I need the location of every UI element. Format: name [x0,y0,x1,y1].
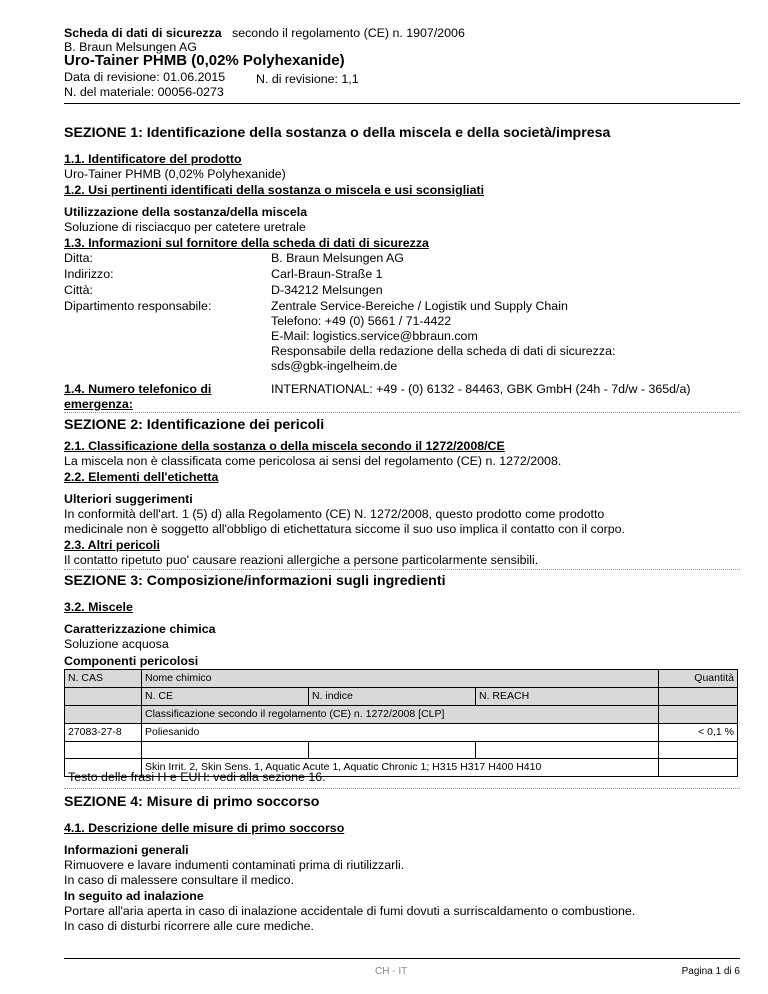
product-name: Uro-Tainer PHMB (0,02% Polyhexanide) [64,52,345,69]
empty-cell [65,742,142,759]
footer-rule [64,958,740,959]
heading-1-3: 1.3. Informazioni sul fornitore della scheda di dati di sicurezza [64,236,429,250]
suggestions-line-1: In conformità dell'art. 1 (5) d) alla Regolamento (CE) N. 1272/2008, questo prodotto come prodotto [64,507,605,521]
suggestions-line-2: medicinale non è soggetto all'obbligo di etichettatura siccome il suo uso implica il contatto con il corpo. [64,522,625,536]
divider-1 [64,412,740,413]
inhalation-line-1: Portare all'aria aperta in caso di inalazione accidentale di fumi dovuti a surriscaldamento o combustione. [64,904,636,918]
empty-cell [659,706,738,724]
empty-cell [476,742,659,759]
section-2-title: SEZIONE 2: Identificazione dei pericoli [64,417,325,433]
quantity: < 0,1 % [659,724,738,742]
empty-cell [659,742,738,759]
company-name: B. Braun Melsungen AG [64,40,197,54]
city-label: Città: [64,283,93,297]
col-index-number: N. indice [309,688,476,706]
heading-1-4-line2: emergenza: [64,397,133,411]
heading-1-1: 1.1. Identificatore del prodotto [64,152,242,166]
chemical-char-text: Soluzione acquosa [64,637,169,651]
city-value: D-34212 Melsungen [271,283,383,297]
h-phrases-note: Testo delle frasi H e EUH: vedi alla sezione 16. [68,770,326,784]
header-rule [64,103,740,104]
page-number: Pagina 1 di 6 [681,966,740,977]
col-reach-number: N. REACH [476,688,659,706]
product-identifier: Uro-Tainer PHMB (0,02% Polyhexanide) [64,167,286,181]
regulation: secondo il regolamento (CE) n. 1907/2006 [232,26,465,40]
doc-type: Scheda di dati di sicurezza [64,26,222,40]
inhalation-label: In seguito ad inalazione [64,889,204,903]
revision-date: Data di revisione: 01.06.2015 [64,70,226,84]
hazardous-components-label: Componenti pericolosi [64,654,199,668]
address-label: Indirizzo: [64,267,114,281]
material-number: N. del materiale: 00056-0273 [64,85,224,99]
use-text: Soluzione di risciacquo per catetere uretrale [64,220,306,234]
supplier-label: Ditta: [64,251,93,265]
divider-2 [64,569,740,570]
heading-2-2: 2.2. Elementi dell'etichetta [64,470,219,484]
table-row [65,724,738,742]
table-row [65,742,738,759]
heading-2-1: 2.1. Classificazione della sostanza o della miscela secondo il 1272/2008/CE [64,439,505,453]
classification-value: Skin Irrit. 2, Skin Sens. 1, Aquatic Acute 1, Aquatic Chronic 1; H315 H317 H400 H410 [142,759,659,777]
table-header-row-1 [65,670,738,688]
use-label: Utilizzazione della sostanza/della miscela [64,205,308,219]
heading-1-2: 1.2. Usi pertinenti identificati della sostanza o miscela e usi sconsigliati [64,183,485,197]
heading-4-1: 4.1. Descrizione delle misure di primo soccorso [64,821,345,835]
section-1-title: SEZIONE 1: Identificazione della sostanza o della miscela e della società/impresa [64,125,611,141]
classification-text: La miscela non è classificata come pericolosa ai sensi del regolamento (CE) n. 1272/2008. [64,454,562,468]
section-4-title: SEZIONE 4: Misure di primo soccorso [64,794,320,810]
general-info-line-2: In caso di malessere consultare il medico. [64,873,295,887]
general-info-label: Informazioni generali [64,843,189,857]
dept-sds-email: sds@gbk-ingelheim.de [271,359,398,373]
col-cas: N. CAS [65,670,142,688]
other-hazards-text: Il contatto ripetuto puo' causare reazioni allergiche a persone particolarmente sensibili. [64,553,539,567]
dept-phone: Telefono: +49 (0) 5661 / 71-4422 [271,314,452,328]
suggestions-label: Ulteriori suggerimenti [64,492,193,506]
empty-cell [65,706,142,724]
section-3-title: SEZIONE 3: Composizione/informazioni sugli ingredienti [64,573,446,589]
dept-responsible: Responsabile della redazione della scheda di dati di sicurezza: [271,344,616,358]
address-value: Carl-Braun-Straße 1 [271,267,383,281]
inhalation-line-2: In caso di disturbi ricorrere alle cure mediche. [64,919,314,933]
empty-cell [659,688,738,706]
revision-number: N. di revisione: 1,1 [256,72,359,86]
chemical-char-label: Caratterizzazione chimica [64,622,216,636]
chemical-name: Poliesanido [142,724,659,742]
components-table [64,669,738,777]
heading-3-2: 3.2. Miscele [64,600,133,614]
dept-email: E-Mail: logistics.service@bbraun.com [271,329,478,343]
heading-1-4-line1: 1.4. Numero telefonico di [64,382,212,396]
empty-cell [65,688,142,706]
department-value: Zentrale Service-Bereiche / Logistik und Supply Chain [271,299,568,313]
divider-3 [64,788,740,789]
table-header-row-3 [65,706,738,724]
header-line-1 [64,26,465,41]
col-classification: Classificazione secondo il regolamento (CE) n. 1272/2008 [CLP] [142,706,659,724]
col-chemical-name: Nome chimico [142,670,659,688]
general-info-line-1: Rimuovere e lavare indumenti contaminati prima di riutilizzarli. [64,858,405,872]
department-label: Dipartimento responsabile: [64,299,212,313]
footer-country: CH - IT [375,966,408,977]
col-quantity: Quantità [659,670,738,688]
empty-cell [659,759,738,777]
supplier-value: B. Braun Melsungen AG [271,251,404,265]
col-ec-number: N. CE [142,688,309,706]
empty-cell [309,742,476,759]
table-header-row-2 [65,688,738,706]
cas-number: 27083-27-8 [65,724,142,742]
heading-2-3: 2.3. Altri pericoli [64,538,160,552]
empty-cell [142,742,309,759]
emergency-phone: INTERNATIONAL: +49 - (0) 6132 - 84463, GBK GmbH (24h - 7d/w - 365d/a) [271,382,691,396]
